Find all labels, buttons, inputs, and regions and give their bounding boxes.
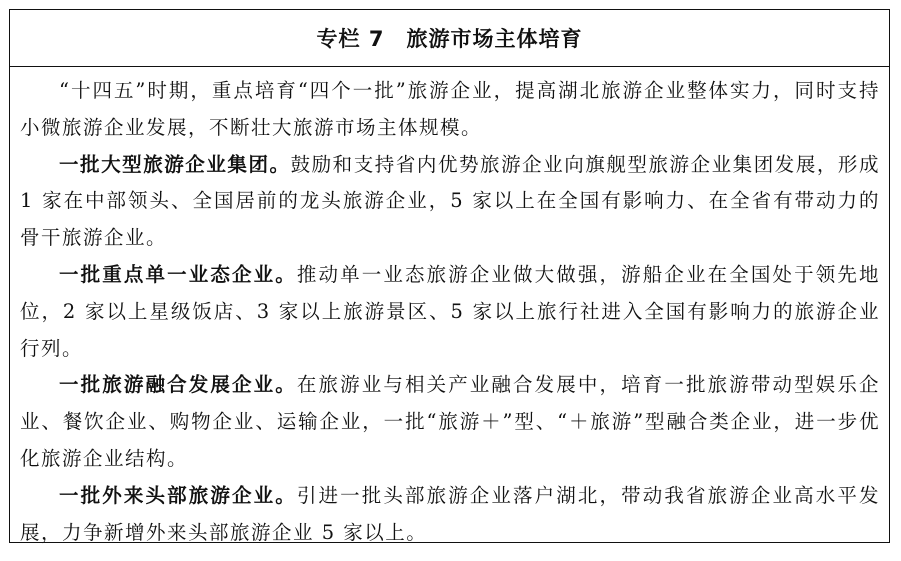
paragraph-lead: 一批外来头部旅游企业。	[59, 483, 297, 507]
paragraph-lead: 一批旅游融合发展企业。	[59, 373, 297, 397]
paragraph-large-groups	[20, 147, 880, 257]
column-box	[9, 9, 890, 543]
box-title-number: 专栏 7	[316, 27, 385, 51]
box-title	[10, 10, 889, 67]
box-title-text: 旅游市场主体培育	[406, 27, 583, 51]
paragraph-text: “十四五”时期，重点培育“四个一批”旅游企业，提高湖北旅游企业整体实力，同时支持小微旅游企业发展，不断壮大旅游市场主体规模。	[20, 79, 880, 139]
paragraph-intro	[20, 73, 880, 147]
paragraph-lead: 一批大型旅游企业集团。	[59, 152, 291, 176]
paragraph-text: 鼓励和支持省内优势旅游企业向旗舰型旅游企业集团发展，形成 1 家在中部领头、全国居前的龙头旅游企业，5 家以上在全国有影响力、在全省有带动力的骨干旅游企业。	[20, 152, 880, 250]
paragraph-text: 引进一批头部旅游企业落户湖北，带动我省旅游企业高水平发展，力争新增外来头部旅游企业 5 家以上。	[20, 483, 880, 544]
paragraph-text: 推动单一业态旅游企业做大做强，游船企业在全国处于领先地位，2 家以上星级饭店、3 家以上旅游景区、5 家以上旅行社进入全国有影响力的旅游企业行列。	[20, 262, 880, 360]
box-content	[10, 67, 889, 551]
paragraph-integration	[20, 367, 880, 477]
paragraph-text: 在旅游业与相关产业融合发展中，培育一批旅游带动型娱乐企业、餐饮企业、购物企业、运输企业，一批“旅游＋”型、“＋旅游”型融合类企业，进一步优化旅游企业结构。	[20, 373, 880, 470]
paragraph-single-format	[20, 257, 880, 367]
paragraph-external	[20, 478, 880, 552]
paragraph-lead: 一批重点单一业态企业。	[59, 262, 297, 286]
